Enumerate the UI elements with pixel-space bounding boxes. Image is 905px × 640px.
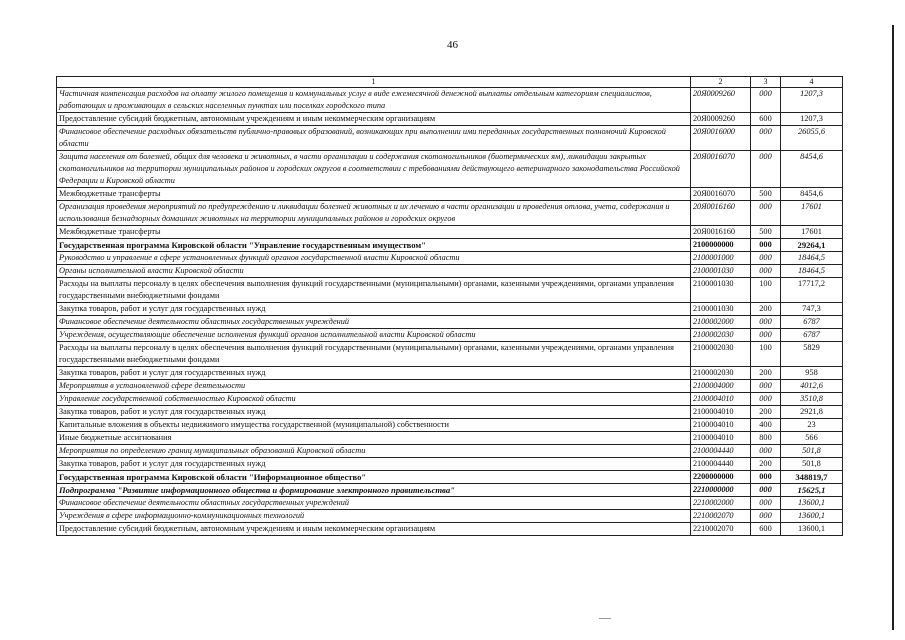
row-type-cell: 000: [751, 252, 781, 265]
table-row: [57, 367, 843, 380]
header-col-1: 1: [57, 77, 691, 88]
row-amount-cell: 2921,8: [781, 406, 843, 419]
row-code-cell: 2210002070: [691, 523, 751, 536]
table-row: [57, 88, 843, 113]
row-type-cell: 800: [751, 432, 781, 445]
row-code-cell: 2100001030: [691, 265, 751, 278]
table-row: [57, 113, 843, 126]
table-row: [57, 523, 843, 536]
row-amount-cell: 13600,1: [781, 510, 843, 523]
row-type-cell: 500: [751, 226, 781, 239]
row-amount-cell: 958: [781, 367, 843, 380]
budget-table: [56, 76, 843, 536]
row-amount-cell: 13600,1: [781, 497, 843, 510]
row-name-cell: Учреждения, осуществляющие обеспечение исполнения функций органов исполнительной власти Кировской области: [57, 329, 691, 342]
table-header-row: [57, 77, 843, 88]
row-type-cell: 600: [751, 523, 781, 536]
row-type-cell: 000: [751, 510, 781, 523]
row-name-cell: Закупка товаров, работ и услуг для государственных нужд: [57, 367, 691, 380]
row-code-cell: 2100001000: [691, 252, 751, 265]
row-type-cell: 100: [751, 342, 781, 367]
row-name-cell: Государственная программа Кировской области "Управление государственным имуществом": [57, 239, 691, 252]
row-code-cell: 2100002030: [691, 329, 751, 342]
row-name-cell: Межбюджетные трансферты: [57, 226, 691, 239]
row-name-cell: Капитальные вложения в объекты недвижимого имущества государственной (муниципальной) собственности: [57, 419, 691, 432]
row-name-cell: Предоставление субсидий бюджетным, автономным учреждениям и иным некоммерческим организациям: [57, 523, 691, 536]
row-name-cell: Защита населения от болезней, общих для человека и животных, в части организации и содержания скотомогильников (биотермических ям), ликвидации закрытых скотомогильников на территории муниципальных районов и городских округов в соответствии с требованиями действующего ветеринарного законодательства Российской Федерации и Кировской области: [57, 151, 691, 188]
table-row: [57, 406, 843, 419]
row-amount-cell: 23: [781, 419, 843, 432]
table-row: [57, 393, 843, 406]
row-amount-cell: 6787: [781, 329, 843, 342]
row-code-cell: 2200000000: [691, 471, 751, 484]
row-type-cell: 000: [751, 471, 781, 484]
row-type-cell: 000: [751, 316, 781, 329]
table-row: [57, 239, 843, 252]
row-amount-cell: 17717,2: [781, 278, 843, 303]
table-row: [57, 458, 843, 471]
row-code-cell: 20Я0016070: [691, 151, 751, 188]
row-code-cell: 2100004010: [691, 393, 751, 406]
row-amount-cell: 8454,6: [781, 151, 843, 188]
row-amount-cell: 566: [781, 432, 843, 445]
row-amount-cell: 3510,8: [781, 393, 843, 406]
row-type-cell: 600: [751, 113, 781, 126]
row-name-cell: Расходы на выплаты персоналу в целях обеспечения выполнения функций государственными (муниципальными) органами, казенными учреждениями, органами управления государственными внебюджетными фондами: [57, 342, 691, 367]
row-code-cell: 2210000000: [691, 484, 751, 497]
row-code-cell: 2100004010: [691, 432, 751, 445]
row-type-cell: 200: [751, 458, 781, 471]
row-type-cell: 000: [751, 380, 781, 393]
row-name-cell: Иные бюджетные ассигнования: [57, 432, 691, 445]
row-amount-cell: 15625,1: [781, 484, 843, 497]
row-name-cell: Закупка товаров, работ и услуг для государственных нужд: [57, 458, 691, 471]
row-code-cell: 2100000000: [691, 239, 751, 252]
row-type-cell: 000: [751, 265, 781, 278]
row-name-cell: Закупка товаров, работ и услуг для государственных нужд: [57, 303, 691, 316]
row-name-cell: Расходы на выплаты персоналу в целях обеспечения выполнения функций государственными (муниципальными) органами, казенными учреждениями, органами управления государственными внебюджетными фондами: [57, 278, 691, 303]
table-row: [57, 316, 843, 329]
table-row: [57, 497, 843, 510]
row-amount-cell: 501,8: [781, 458, 843, 471]
table-row: [57, 329, 843, 342]
row-code-cell: 20Я0009260: [691, 88, 751, 113]
row-code-cell: 20Я0009260: [691, 113, 751, 126]
row-type-cell: 000: [751, 126, 781, 151]
row-name-cell: Мероприятия в установленной сфере деятельности: [57, 380, 691, 393]
row-name-cell: Органы исполнительной власти Кировской области: [57, 265, 691, 278]
row-name-cell: Закупка товаров, работ и услуг для государственных нужд: [57, 406, 691, 419]
row-code-cell: 2100004440: [691, 445, 751, 458]
row-amount-cell: 18464,5: [781, 252, 843, 265]
row-code-cell: 2100002030: [691, 367, 751, 380]
row-code-cell: 20Я0016160: [691, 201, 751, 226]
table-row: [57, 252, 843, 265]
row-amount-cell: 26055,6: [781, 126, 843, 151]
table-row: [57, 432, 843, 445]
row-name-cell: Руководство и управление в сфере установленных функций органов государственной власти Кировской области: [57, 252, 691, 265]
row-code-cell: 2210002070: [691, 510, 751, 523]
row-type-cell: 000: [751, 393, 781, 406]
row-name-cell: Частичная компенсация расходов на оплату жилого помещения и коммунальных услуг в виде ежемесячной денежной выплаты отдельным категориям специалистов, работающих и проживающих в сельских населенных пунктах или поселках городского типа: [57, 88, 691, 113]
row-type-cell: 100: [751, 278, 781, 303]
row-code-cell: 2100004010: [691, 419, 751, 432]
row-code-cell: 2100001030: [691, 303, 751, 316]
row-amount-cell: 17601: [781, 201, 843, 226]
row-amount-cell: 18464,5: [781, 265, 843, 278]
row-name-cell: Финансовое обеспечение деятельности областных государственных учреждений: [57, 497, 691, 510]
row-name-cell: Мероприятия по определению границ муниципальных образований Кировской области: [57, 445, 691, 458]
row-name-cell: Финансовое обеспечение деятельности областных государственных учреждений: [57, 316, 691, 329]
row-type-cell: 200: [751, 303, 781, 316]
table-row: [57, 510, 843, 523]
table-row: [57, 126, 843, 151]
row-amount-cell: 4012,6: [781, 380, 843, 393]
row-code-cell: 2100004440: [691, 458, 751, 471]
row-code-cell: 2100002000: [691, 316, 751, 329]
page-number: 46: [447, 39, 458, 51]
row-name-cell: Учреждения в сфере информационно-коммуникационных технологий: [57, 510, 691, 523]
row-type-cell: 400: [751, 419, 781, 432]
table-row: [57, 278, 843, 303]
row-name-cell: Предоставление субсидий бюджетным, автономным учреждениям и иным некоммерческим организациям: [57, 113, 691, 126]
row-type-cell: 000: [751, 497, 781, 510]
row-type-cell: 000: [751, 484, 781, 497]
table-row: [57, 265, 843, 278]
table-row: [57, 445, 843, 458]
row-type-cell: 200: [751, 406, 781, 419]
row-name-cell: Государственная программа Кировской области "Информационное общество": [57, 471, 691, 484]
scan-mark: [599, 618, 611, 619]
row-code-cell: 2100001030: [691, 278, 751, 303]
table-row: [57, 342, 843, 367]
table-row: [57, 303, 843, 316]
row-amount-cell: 6787: [781, 316, 843, 329]
row-name-cell: Организация проведения мероприятий по предупреждению и ликвидации болезней животных и их лечению в части организации и проведения отлова, учета, содержания и использования безнадзорных домашних животных на территории муниципальных районов и городских округов: [57, 201, 691, 226]
row-amount-cell: 8454,6: [781, 188, 843, 201]
row-code-cell: 2100004000: [691, 380, 751, 393]
row-amount-cell: 13600,1: [781, 523, 843, 536]
row-amount-cell: 17601: [781, 226, 843, 239]
row-amount-cell: 29264,1: [781, 239, 843, 252]
header-col-3: 3: [751, 77, 781, 88]
table-row: [57, 201, 843, 226]
table-row: [57, 484, 843, 497]
row-type-cell: 000: [751, 329, 781, 342]
row-amount-cell: 1207,3: [781, 113, 843, 126]
row-type-cell: 000: [751, 201, 781, 226]
page-edge-line: [892, 25, 894, 630]
row-code-cell: 2100002030: [691, 342, 751, 367]
row-amount-cell: 501,8: [781, 445, 843, 458]
row-type-cell: 200: [751, 367, 781, 380]
row-type-cell: 000: [751, 445, 781, 458]
row-name-cell: Межбюджетные трансферты: [57, 188, 691, 201]
row-name-cell: Финансовое обеспечение расходных обязательств публично-правовых образований, возникающих при выполнении ими переданных государственных полномочий Кировской области: [57, 126, 691, 151]
row-type-cell: 500: [751, 188, 781, 201]
table-row: [57, 188, 843, 201]
row-name-cell: Управление государственной собственностью Кировской области: [57, 393, 691, 406]
row-code-cell: 2100004010: [691, 406, 751, 419]
row-amount-cell: 747,3: [781, 303, 843, 316]
header-col-4: 4: [781, 77, 843, 88]
row-amount-cell: 1207,3: [781, 88, 843, 113]
table-row: [57, 226, 843, 239]
row-code-cell: 2210002000: [691, 497, 751, 510]
row-name-cell: Подпрограмма "Развитие информационного общества и формирование электронного правительства": [57, 484, 691, 497]
table-row: [57, 419, 843, 432]
table-row: [57, 380, 843, 393]
row-code-cell: 20Я0016160: [691, 226, 751, 239]
row-code-cell: 20Я0016070: [691, 188, 751, 201]
row-type-cell: 000: [751, 88, 781, 113]
row-type-cell: 000: [751, 151, 781, 188]
row-type-cell: 000: [751, 239, 781, 252]
header-col-2: 2: [691, 77, 751, 88]
row-amount-cell: 5829: [781, 342, 843, 367]
row-amount-cell: 348819,7: [781, 471, 843, 484]
table-row: [57, 151, 843, 188]
row-code-cell: 20Я0016000: [691, 126, 751, 151]
table-row: [57, 471, 843, 484]
